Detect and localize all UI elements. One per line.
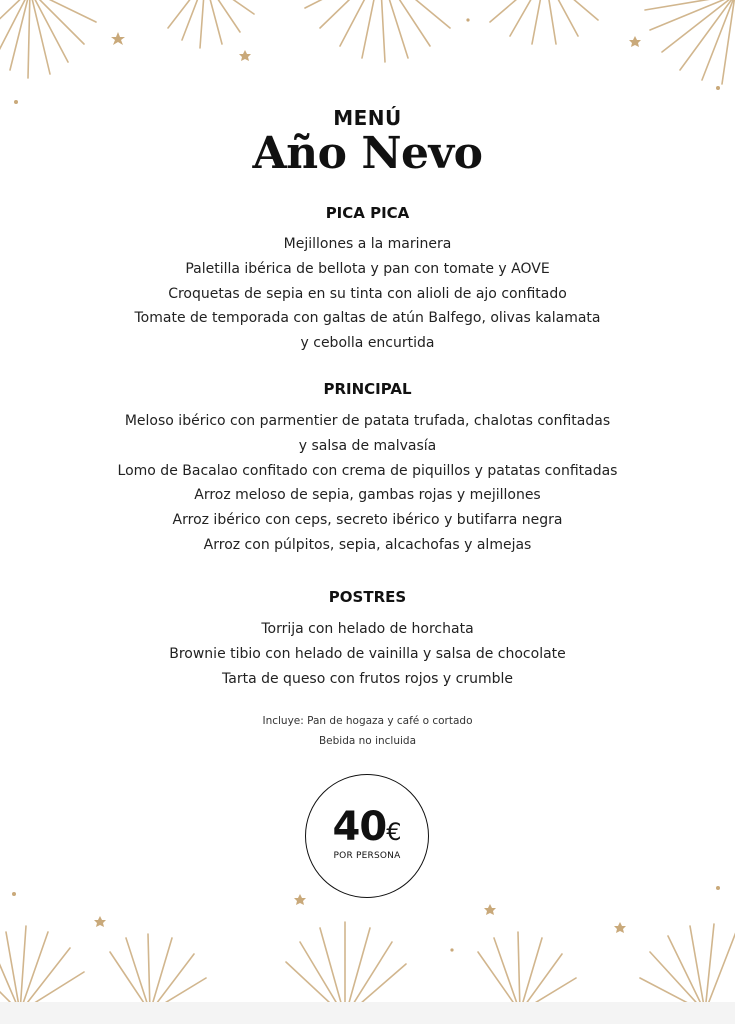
- section-title: PICA PICA: [325, 204, 410, 222]
- section-pica-pica: [0, 201, 735, 356]
- menu-item: Brownie tibio con helado de vainilla y salsa de chocolate: [169, 645, 566, 662]
- menu-item: Lomo de Bacalao confitado con crema de piquillos y patatas confitadas: [117, 462, 618, 479]
- footnote: [0, 711, 735, 751]
- price-note: POR PERSONA: [333, 851, 401, 861]
- section-title: PRINCIPAL: [323, 380, 412, 398]
- price-badge: [305, 774, 429, 898]
- menu-item: Meloso ibérico con parmentier de patata trufada, chalotas confitadas: [124, 413, 611, 429]
- menu-item: Tomate de temporada con galtas de atún Balfego, olivas kalamata: [134, 310, 601, 327]
- fireworks-top-decoration: [0, 0, 735, 110]
- menu-item: Arroz meloso de sepia, gambas rojas y mejillones: [194, 487, 541, 504]
- menu-item: Paletilla ibérica de bellota y pan con tomate y AOVE: [185, 260, 550, 277]
- price-amount: 40: [332, 804, 387, 850]
- menu-item: Tarta de queso con frutos rojos y crumble: [222, 670, 513, 687]
- menu-item: y salsa de malvasía: [298, 437, 437, 454]
- bottom-strip: [0, 1002, 735, 1024]
- drinks-note: Bebida no incluida: [318, 735, 417, 747]
- section-title: POSTRES: [328, 588, 407, 606]
- includes-note: Incluye: Pan de hogaza y café o cortado: [262, 715, 473, 727]
- menu-item: Mejillones a la marinera: [283, 236, 452, 252]
- menu-title: Año Nevo: [252, 128, 483, 179]
- fireworks-bottom-decoration: [0, 882, 735, 1002]
- menu-item: Arroz con púlpitos, sepia, alcachofas y almejas: [203, 536, 532, 553]
- menu-item: Torrija con helado de horchata: [261, 621, 474, 637]
- menu-item: y cebolla encurtida: [300, 335, 435, 352]
- price-currency: €: [386, 818, 402, 846]
- menu-item: Arroz ibérico con ceps, secreto ibérico y butifarra negra: [172, 512, 563, 529]
- menu-label: MENÚ: [333, 106, 402, 130]
- menu-item: Croquetas de sepia en su tinta con alioli de ajo confitado: [168, 285, 567, 302]
- section-postres: [0, 585, 735, 691]
- section-principal: [0, 377, 735, 558]
